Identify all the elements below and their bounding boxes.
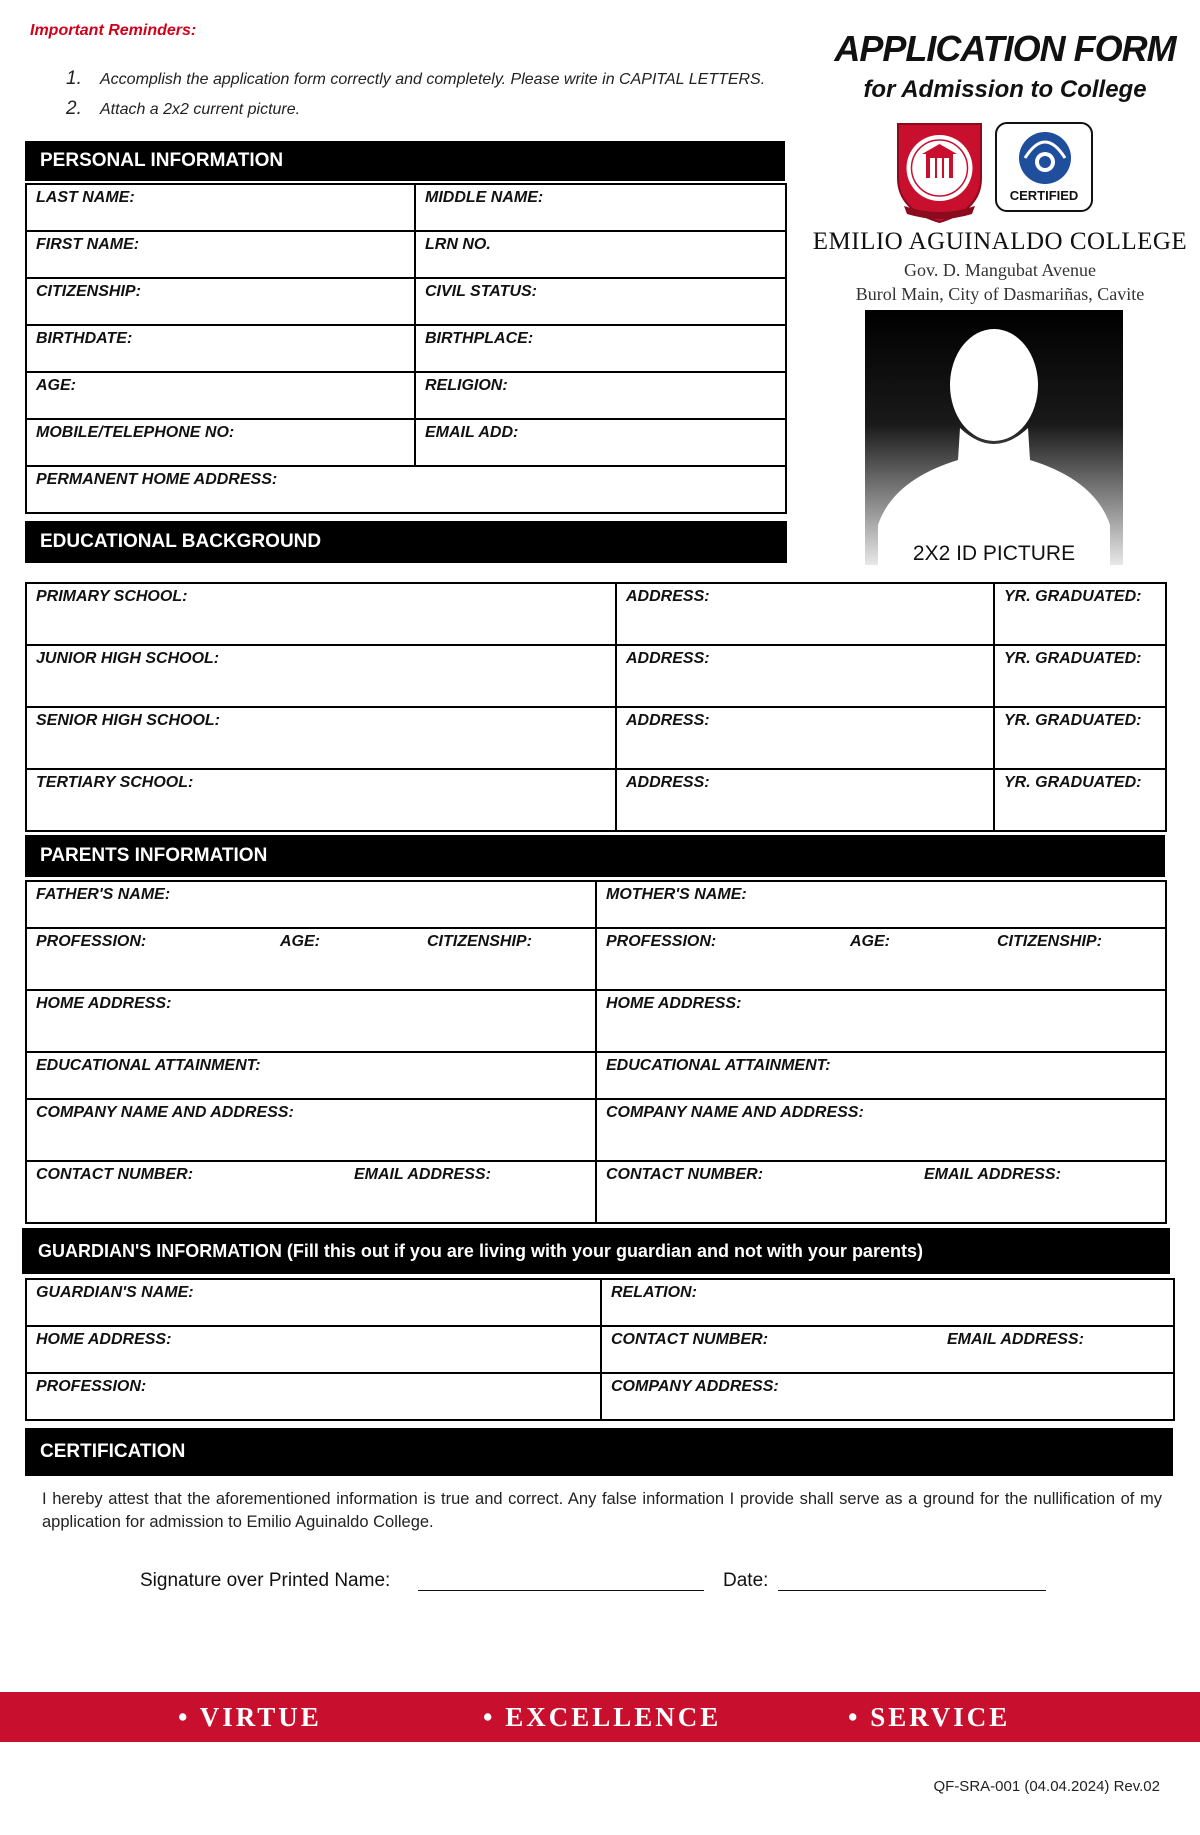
junior-high-yr-graduated-field[interactable]: YR. GRADUATED: [994,645,1166,707]
personal-information-table [25,183,787,514]
college-name: EMILIO AGUINALDO COLLEGE [812,228,1188,255]
section-header-parents-information: PARENTS INFORMATION [25,835,1165,877]
tertiary-school-field[interactable]: TERTIARY SCHOOL: [26,769,616,831]
guardian-profession-field[interactable]: PROFESSION: [26,1373,601,1420]
form-title: APPLICATION FORM [834,28,1176,69]
mother-contact-label: CONTACT NUMBER: [606,1166,764,1183]
senior-high-address-field[interactable]: ADDRESS: [616,707,994,769]
reminders-title: Important Reminders: [30,22,197,39]
certification-statement: I hereby attest that the aforementioned information is true and correct. Any false information I provide shall serve as a ground for the nullification of my application for admission to Emilio Aguinaldo College. [42,1490,1162,1531]
father-age-label: AGE: [280,933,320,950]
reminder-text: Attach a 2x2 current picture. [100,101,301,118]
primary-yr-graduated-field[interactable]: YR. GRADUATED: [994,583,1166,645]
father-name-field[interactable]: FATHER'S NAME: [26,881,596,928]
senior-high-yr-graduated-field[interactable]: YR. GRADUATED: [994,707,1166,769]
guardian-contact-row[interactable] [601,1326,1174,1373]
guardian-name-field[interactable]: GUARDIAN'S NAME: [26,1279,601,1326]
certified-label: CERTIFIED [1009,188,1079,203]
guardian-relation-field[interactable]: RELATION: [601,1279,1174,1326]
mother-contact-row[interactable] [596,1161,1166,1223]
certified-badge [995,122,1093,212]
birthdate-field[interactable]: BIRTHDATE: [26,325,415,372]
tertiary-address-field[interactable]: ADDRESS: [616,769,994,831]
father-home-address-field[interactable]: HOME ADDRESS: [26,990,596,1052]
reminder-text: Accomplish the application form correctly and completely. Please write in CAPITAL LETTERS. [100,71,766,88]
mother-company-field[interactable]: COMPANY NAME AND ADDRESS: [596,1099,1166,1161]
email-add-field[interactable]: EMAIL ADD: [415,419,786,466]
guardian-home-address-field[interactable]: HOME ADDRESS: [26,1326,601,1373]
reminder-item-1 [66,68,765,90]
reminder-number: 1. [66,68,82,89]
junior-high-school-field[interactable]: JUNIOR HIGH SCHOOL: [26,645,616,707]
silhouette-icon [865,310,1123,565]
section-header-educational-background: EDUCATIONAL BACKGROUND [25,521,787,563]
middle-name-field[interactable]: MIDDLE NAME: [415,184,786,231]
id-picture-label: 2X2 ID PICTURE [912,542,1076,565]
core-value-virtue: • VIRTUE [178,1701,322,1732]
father-contact-row[interactable] [26,1161,596,1223]
college-address-line2: Burol Main, City of Dasmariñas, Cavite [855,284,1145,304]
college-address-line1: Gov. D. Mangubat Avenue [904,260,1096,280]
senior-high-school-field[interactable]: SENIOR HIGH SCHOOL: [26,707,616,769]
signature-label: Signature over Printed Name: [140,1570,391,1591]
form-subtitle: for Admission to College [863,76,1147,103]
date-label: Date: [723,1570,769,1591]
date-line[interactable] [778,1590,1046,1591]
lrn-no-field[interactable]: LRN NO. [415,231,786,278]
mother-name-field[interactable]: MOTHER'S NAME: [596,881,1166,928]
id-picture-placeholder[interactable] [865,310,1123,565]
birthplace-field[interactable]: BIRTHPLACE: [415,325,786,372]
mother-home-address-field[interactable]: HOME ADDRESS: [596,990,1166,1052]
last-name-field[interactable]: LAST NAME: [26,184,415,231]
college-seal-logo [892,118,987,226]
father-profession-label: PROFESSION: [36,933,147,950]
citizenship-field[interactable]: CITIZENSHIP: [26,278,415,325]
mother-profession-label: PROFESSION: [606,933,717,950]
section-header-personal-information: PERSONAL INFORMATION [25,141,785,181]
father-educational-attainment-field[interactable]: EDUCATIONAL ATTAINMENT: [26,1052,596,1099]
mother-email-label: EMAIL ADDRESS: [924,1166,1061,1183]
first-name-field[interactable]: FIRST NAME: [26,231,415,278]
mother-profession-row[interactable] [596,928,1166,990]
guardian-company-address-field[interactable]: COMPANY ADDRESS: [601,1373,1174,1420]
age-field[interactable]: AGE: [26,372,415,419]
religion-field[interactable]: RELIGION: [415,372,786,419]
primary-school-field[interactable]: PRIMARY SCHOOL: [26,583,616,645]
primary-address-field[interactable]: ADDRESS: [616,583,994,645]
parents-information-table [25,880,1167,1224]
guardian-information-table [25,1278,1175,1421]
father-contact-label: CONTACT NUMBER: [36,1166,194,1183]
core-values-band [0,1692,1200,1742]
core-value-excellence: • EXCELLENCE [483,1701,722,1732]
father-email-label: EMAIL ADDRESS: [354,1166,491,1183]
guardian-email-label: EMAIL ADDRESS: [947,1331,1084,1348]
mother-educational-attainment-field[interactable]: EDUCATIONAL ATTAINMENT: [596,1052,1166,1099]
permanent-home-address-field[interactable]: PERMANENT HOME ADDRESS: [26,466,786,513]
educational-background-table [25,582,1167,832]
signature-line[interactable] [418,1590,704,1591]
tertiary-yr-graduated-field[interactable]: YR. GRADUATED: [994,769,1166,831]
certification-logo-icon [1015,130,1075,186]
mobile-telephone-field[interactable]: MOBILE/TELEPHONE NO: [26,419,415,466]
core-value-service: • SERVICE [848,1701,1011,1732]
reminder-item-2 [66,98,300,120]
father-company-field[interactable]: COMPANY NAME AND ADDRESS: [26,1099,596,1161]
mother-age-label: AGE: [850,933,890,950]
father-profession-row[interactable] [26,928,596,990]
document-code: QF-SRA-001 (04.04.2024) Rev.02 [933,1778,1160,1795]
section-header-certification: CERTIFICATION [25,1428,1173,1476]
mother-citizenship-label: CITIZENSHIP: [997,933,1102,950]
guardian-contact-label: CONTACT NUMBER: [611,1331,769,1348]
section-header-guardian-information: GUARDIAN'S INFORMATION (Fill this out if you are living with your guardian and not with your parents) [22,1228,1170,1274]
father-citizenship-label: CITIZENSHIP: [427,933,532,950]
civil-status-field[interactable]: CIVIL STATUS: [415,278,786,325]
reminder-number: 2. [66,98,82,119]
junior-high-address-field[interactable]: ADDRESS: [616,645,994,707]
